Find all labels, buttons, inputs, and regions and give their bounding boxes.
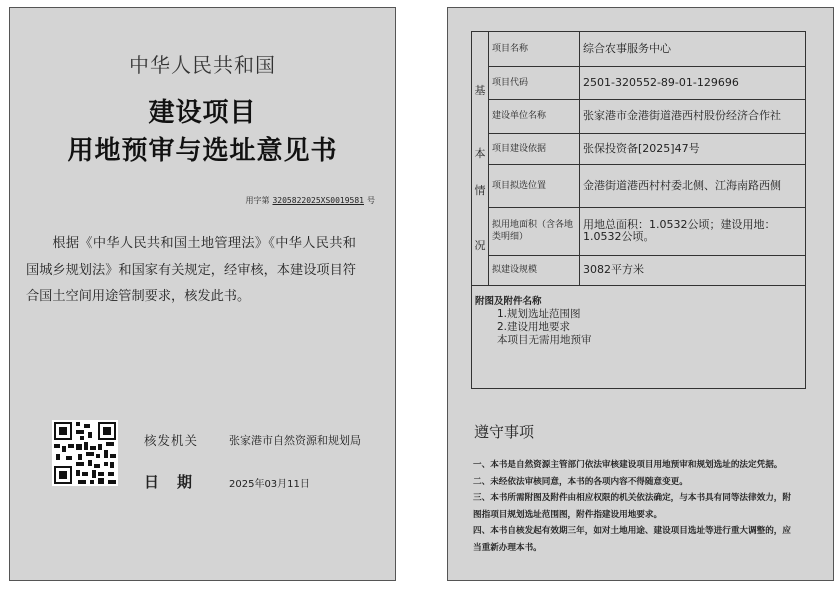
row-label: 项目拟选位置 [489,164,580,207]
table-row [472,99,805,133]
date-value: 2025年03月11日 [229,479,310,490]
notice-list [473,457,793,556]
attachments-heading: 附图及附件名称 [475,296,542,307]
row-value: 金港街道港西村村委北侧、江海南路西侧 [580,164,806,207]
title-line-1: 建设项目 [148,98,257,128]
attachment-item: 2.建设用地要求 [497,321,571,333]
row-label: 拟用地面积（含各地类明细） [489,207,580,255]
certificate-number [245,195,375,206]
country-name: 中华人民共和国 [129,53,276,77]
issuer-value: 张家港市自然资源和规划局 [229,434,361,447]
issuer-label: 核发机关 [144,433,199,448]
side-label-char: 况 [474,239,486,252]
side-label-cell [472,32,489,286]
row-label: 项目建设依据 [489,133,580,164]
certificate-front-page [9,7,396,581]
row-label: 项目代码 [489,66,580,99]
attachments-note: 本项目无需用地预审 [497,334,592,346]
cert-no-value: 3205822025XS0019581 [272,196,364,205]
certificate-back-page [447,7,834,581]
table-row [472,255,805,285]
side-label-char: 基 [474,84,486,97]
cert-no-suffix: 号 [367,196,375,205]
row-value: 张家港市金港街道港西村股份经济合作社 [580,99,806,133]
notice-item: 二、未经依法审核同意，本书的各项内容不得随意变更。 [473,476,688,487]
date-label: 日期 [144,473,211,491]
side-label-char: 情 [474,184,486,197]
side-label-char: 本 [474,147,486,160]
attachments-section [475,295,592,347]
basic-info-box [471,31,806,389]
notice-item: 四、本书自核发起有效期三年，如对土地用途、建设项目选址等进行重大调整的，应当重新办理本书。 [473,526,791,553]
row-label: 拟建设规模 [489,255,580,285]
certificate-body-text: 根据《中华人民共和国土地管理法》《中华人民共和国城乡规划法》和国家有关规定，经审核，本建设项目符合国土空间用途管制要求，核发此书。 [26,236,356,304]
table-row [472,66,805,99]
row-value: 张保投资备[2025]47号 [580,133,806,164]
notice-title: 遵守事项 [474,423,535,441]
row-value: 2501-320552-89-01-129696 [580,66,806,99]
cert-no-prefix: 用字第 [245,196,270,205]
table-row [472,164,805,207]
row-value: 用地总面积：1.0532公顷；建设用地：1.0532公顷。 [580,207,806,255]
table-row [472,133,805,164]
row-value: 综合农事服务中心 [580,32,806,66]
notice-item: 一、本书是自然资源主管部门依法审核建设项目用地预审和规划选址的法定凭据。 [473,460,783,470]
table-row [472,207,805,255]
row-value: 3082平方米 [580,255,806,285]
row-label: 项目名称 [489,32,580,66]
title-line-2: 用地预审与选址意见书 [67,136,338,166]
basic-info-table [472,32,805,286]
notice-item: 三、本书所需附图及附件由相应权限的机关依法确定，与本书具有同等法律效力，附图指项目规划选址范围图，附件指建设用地要求。 [473,493,791,520]
qr-code-icon [52,420,118,486]
table-row [472,32,805,66]
row-label: 建设单位名称 [489,99,580,133]
attachment-item: 1.规划选址范围图 [497,308,581,320]
